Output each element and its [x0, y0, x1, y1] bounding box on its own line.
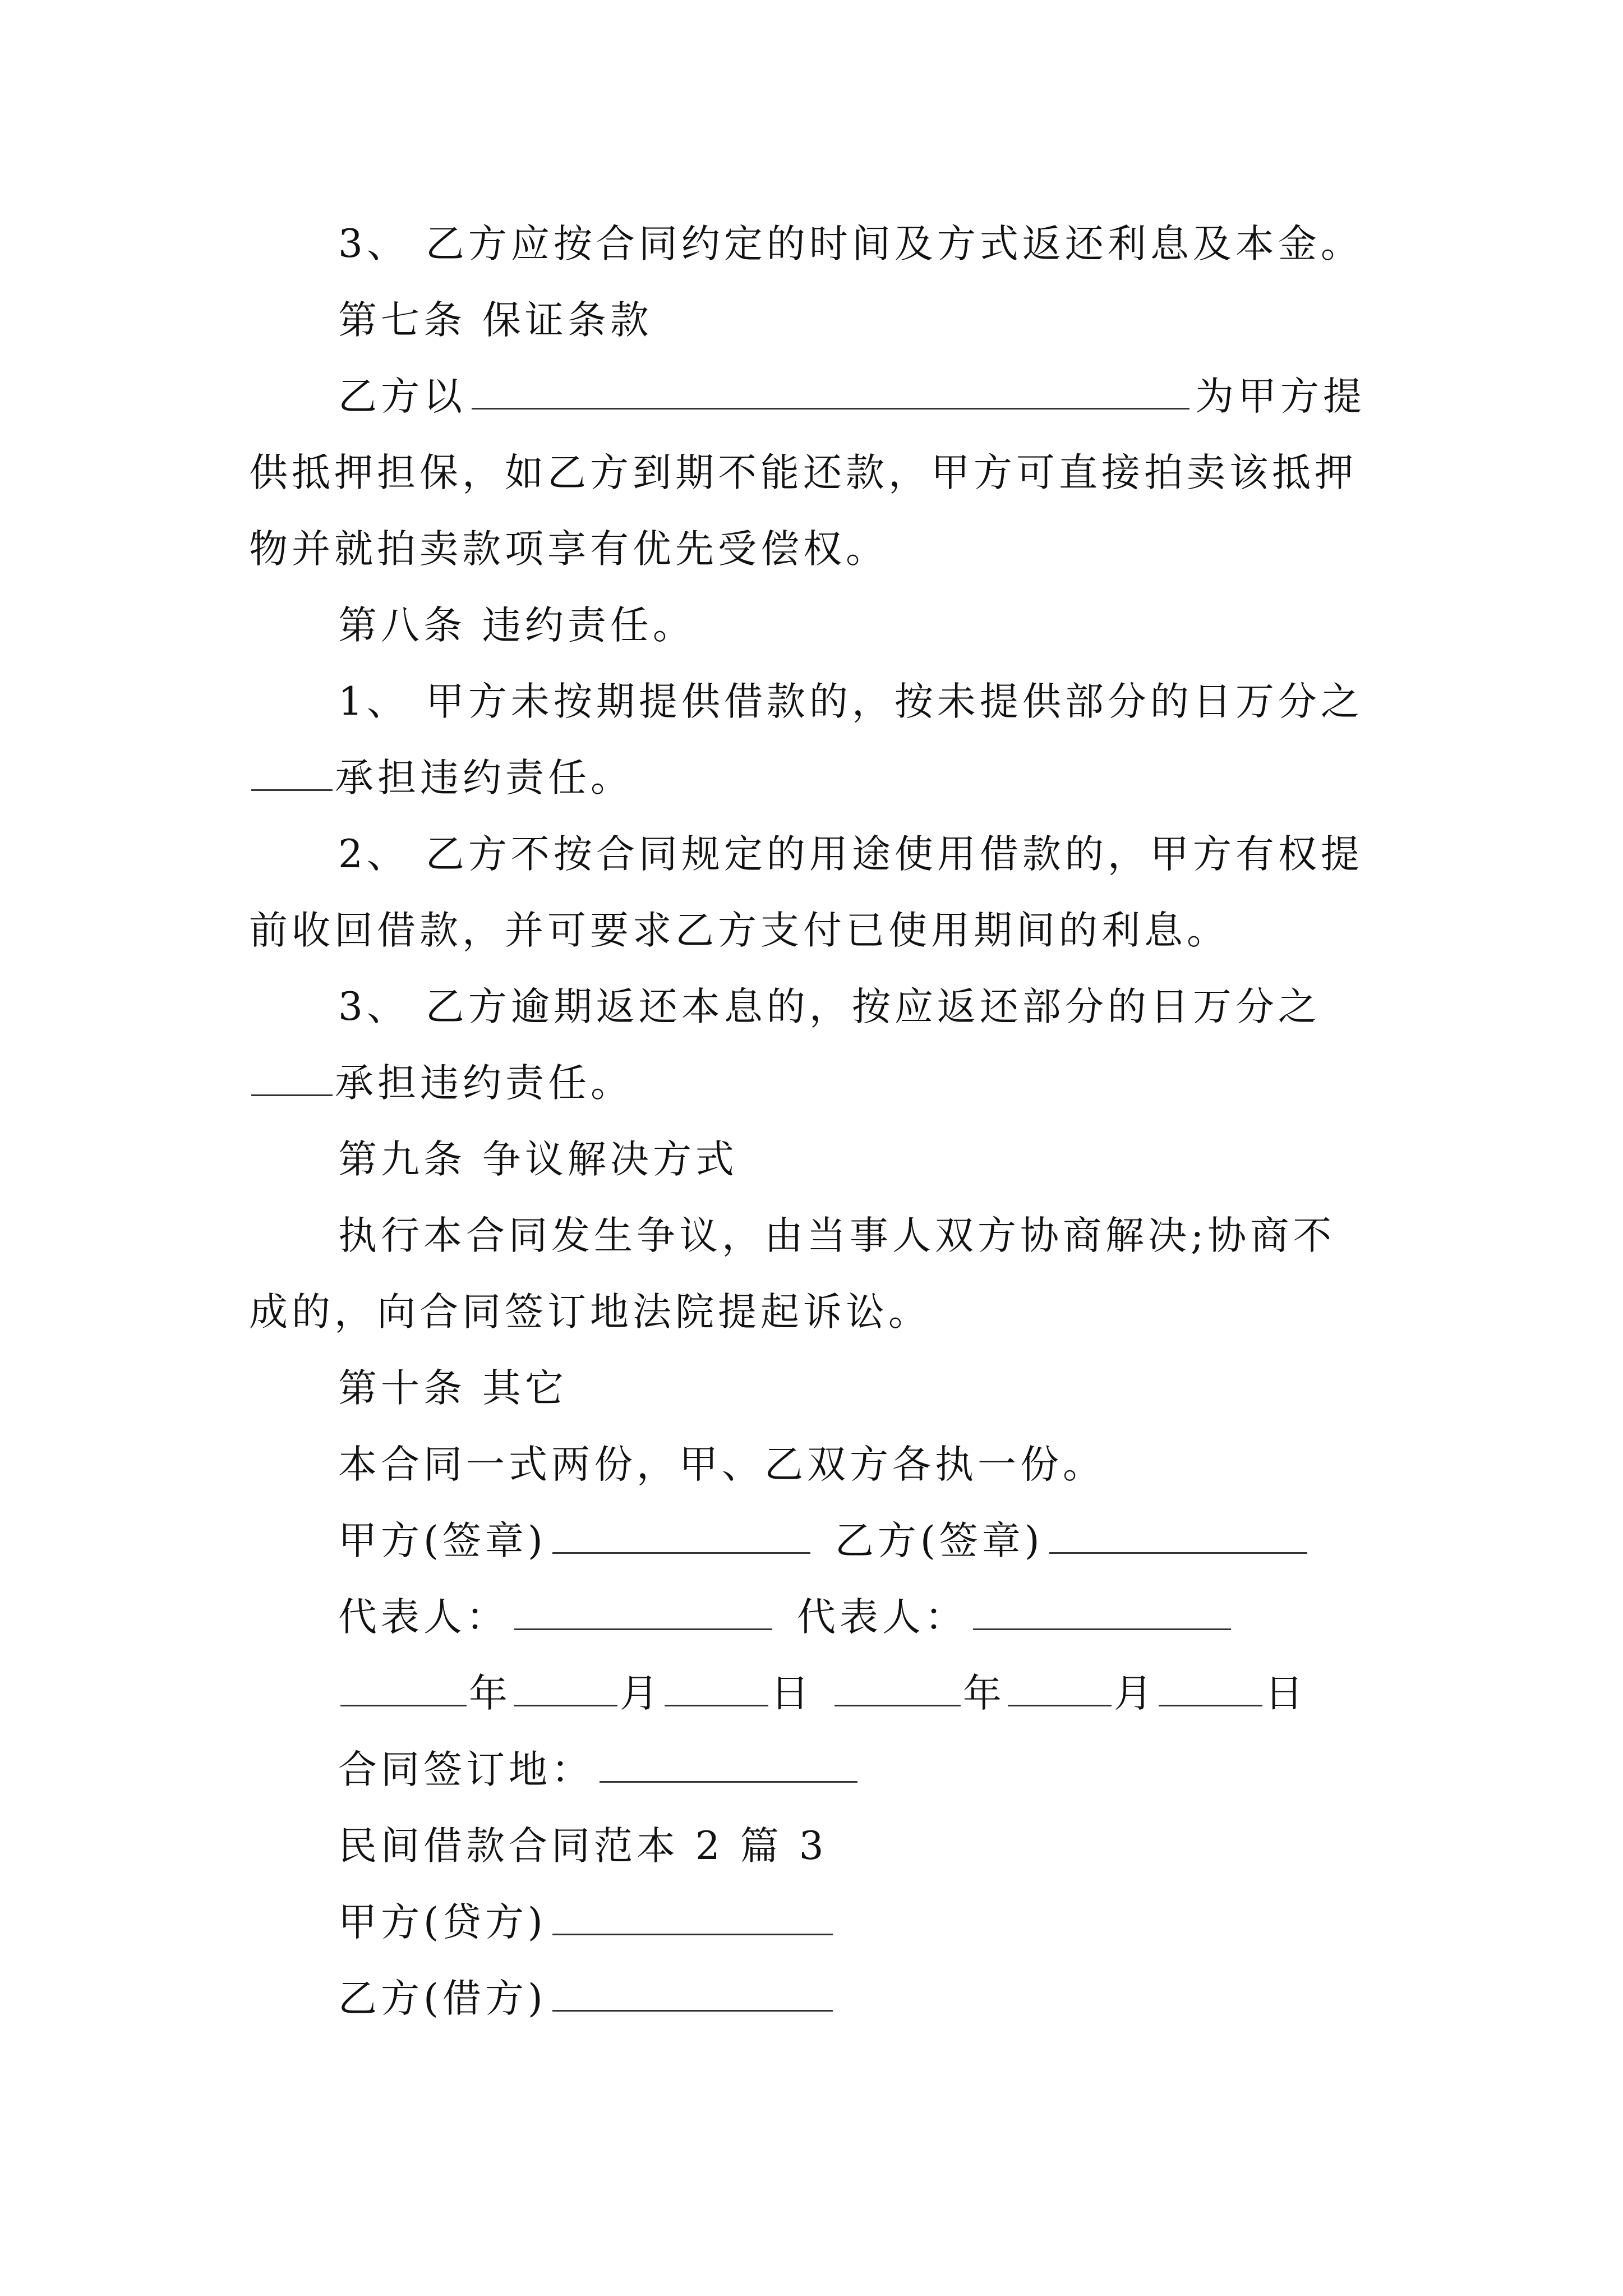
collateral-blank	[472, 374, 1189, 409]
lender-blank	[552, 1900, 833, 1935]
party-a-representative-blank	[514, 1595, 772, 1630]
party-b-year-blank	[834, 1671, 961, 1706]
party-a-year-blank	[340, 1671, 467, 1706]
signing-place-row: 合同签订地：	[338, 1739, 863, 1801]
representative-row: 代表人： 代表人：	[338, 1586, 1237, 1648]
article-9-text-cont: 成的，向合同签订地法院提起诉讼。	[249, 1290, 931, 1335]
party-b-representative-blank	[973, 1595, 1231, 1630]
article-8-item-3-cont: 承担违约责任。	[249, 1052, 633, 1114]
party-a-day-blank	[665, 1671, 768, 1706]
article-10-text: 本合同一式两份，甲、乙双方各执一份。	[338, 1442, 1105, 1487]
article-8-item-3: 3、 乙方逾期返还本息的，按应返还部分的日万分之	[338, 984, 1321, 1029]
article-8-item-1: 1、 甲方未按期提供借款的，按未提供部分的日万分之	[338, 679, 1363, 724]
article-8-item-2-cont: 前收回借款，并可要求乙方支付已使用期间的利息。	[249, 908, 1229, 953]
party-b-signature-blank	[1049, 1519, 1307, 1554]
signature-row: 甲方(签章) 乙方(签章)	[338, 1510, 1313, 1572]
party-a-month-blank	[514, 1671, 617, 1706]
article-8-item-1-cont: 承担违约责任。	[249, 747, 633, 809]
borrower-row: 乙方(借方)	[338, 1968, 838, 2030]
article-7-heading: 第七条 保证条款	[338, 298, 653, 343]
article-8-heading: 第八条 违约责任。	[338, 603, 695, 648]
party-b-month-blank	[1008, 1671, 1112, 1706]
party-b-day-blank	[1159, 1671, 1262, 1706]
article-10-heading: 第十条 其它	[338, 1366, 568, 1411]
section-title: 民间借款合同范本 2 篇 3	[338, 1824, 828, 1869]
party-a-signature-blank	[552, 1519, 810, 1554]
clause-6-item-3: 3、 乙方应按合同约定的时间及方式返还利息及本金。	[338, 222, 1363, 266]
article-7-text-cont-2: 物并就拍卖款项享有优先受偿权。	[249, 527, 888, 572]
borrower-blank	[552, 1976, 833, 2012]
penalty-rate-blank-1	[251, 756, 333, 791]
penalty-rate-blank-2	[251, 1061, 333, 1096]
article-9-heading: 第九条 争议解决方式	[338, 1137, 738, 1182]
article-7-text-cont-1: 供抵押担保，如乙方到期不能还款，甲方可直接拍卖该抵押	[249, 450, 1357, 495]
lender-row: 甲方(贷方)	[338, 1892, 838, 1953]
date-row: 年 月 日 年 月 日	[338, 1663, 1307, 1724]
article-7-text: 乙方以 为甲方提	[338, 374, 1366, 419]
article-9-text: 执行本合同发生争议，由当事人双方协商解决;协商不	[338, 1213, 1336, 1258]
article-8-item-2: 2、 乙方不按合同规定的用途使用借款的，甲方有权提	[338, 832, 1363, 877]
signing-place-blank	[600, 1747, 857, 1783]
